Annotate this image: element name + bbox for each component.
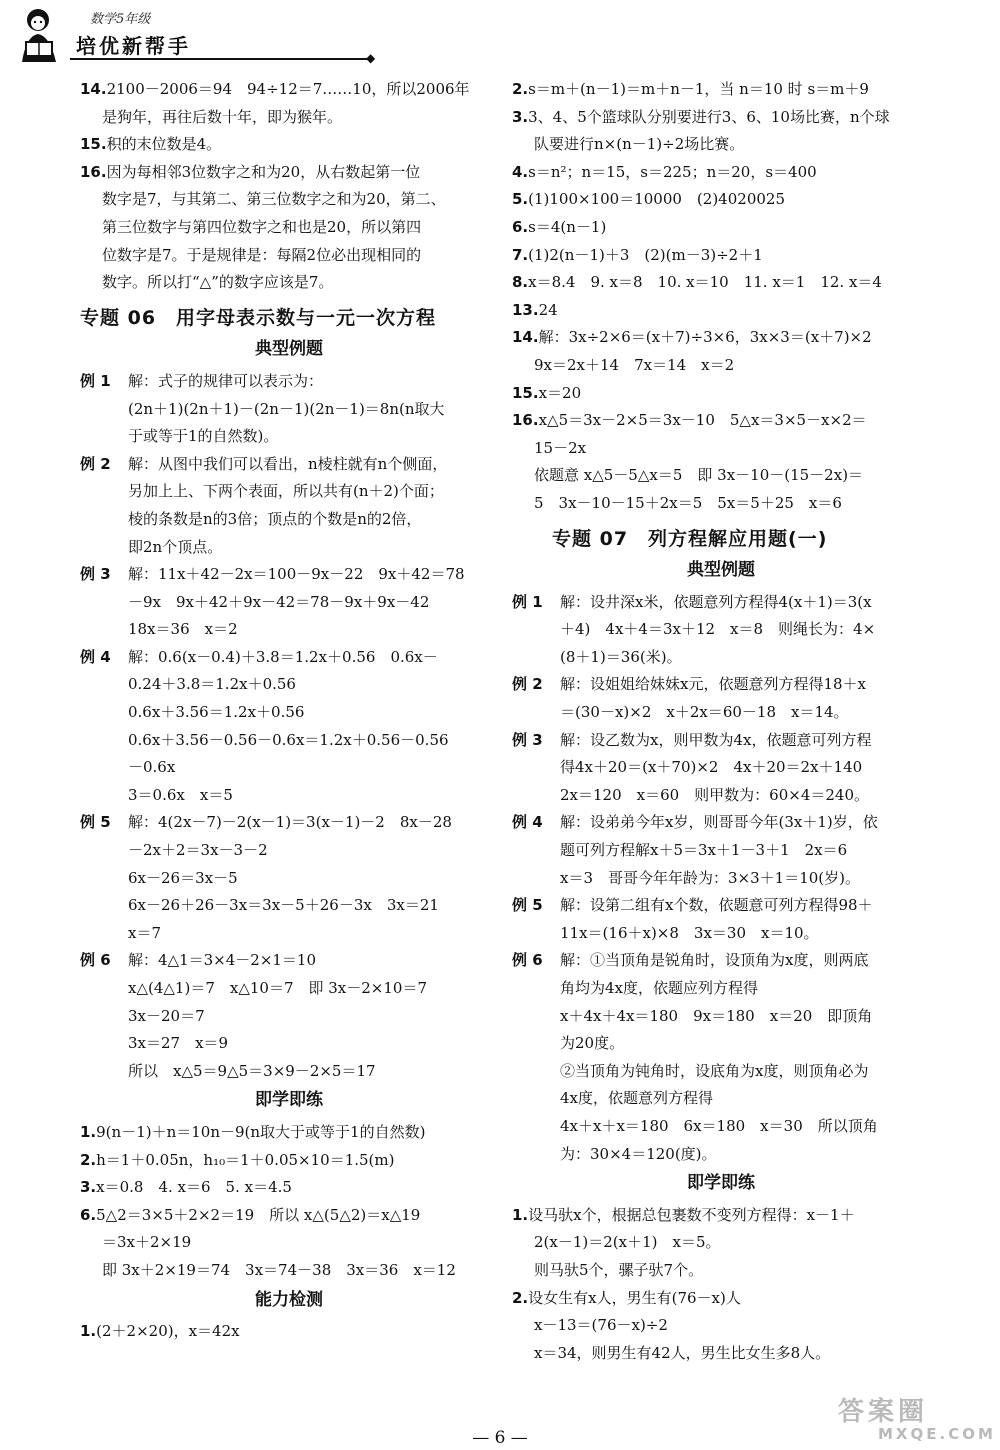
answer-item: [512, 159, 930, 187]
example-label: 例 3: [80, 565, 111, 584]
answer-item: [80, 159, 498, 297]
practice-item: [80, 1174, 498, 1202]
item-number: 7.: [512, 245, 529, 264]
item-number: 1.: [512, 1205, 529, 1224]
example-line: 0.6x＋3.56－0.56－0.6x＝1.2x＋0.56－0.56: [128, 730, 449, 749]
answer-line: 2(x－1)＝2(x＋1) x＝5。: [534, 1233, 721, 1252]
example-line: 解：4(2x－7)－2(x－1)＝3(x－1)－2 8x－28: [128, 813, 452, 832]
example-label: 例 4: [80, 647, 111, 666]
brand-title: 培优新帮手: [76, 34, 191, 58]
answer-item: [80, 76, 498, 131]
example-line: 18x＝36 x＝2: [128, 620, 238, 639]
example-label: 例 3: [512, 730, 543, 749]
student-reading-icon: [12, 6, 68, 64]
item-number: 6.: [80, 1205, 97, 1224]
example-line: 解：从图中我们可以看出，n棱柱就有n个侧面，: [128, 454, 448, 473]
answer-line: 15－2x: [534, 438, 587, 457]
item-number: 16.: [80, 162, 107, 181]
answer-line: 2.设女生有x人，男生有(76－x)人: [512, 1288, 741, 1307]
answer-line: 1.9(n－1)＋n＝10n－9(n取大于或等于1的自然数): [80, 1122, 426, 1141]
watermark-logo: 答案圈 MXQE.COM: [838, 1397, 996, 1443]
example-block: [512, 947, 930, 1168]
answer-line: 9x＝2x＋14 7x＝14 x＝2: [534, 355, 735, 374]
example-label: 例 1: [80, 371, 111, 390]
example-line: 为：30×4＝120(度)。: [560, 1144, 717, 1163]
answer-item: [512, 297, 930, 325]
example-label: 例 2: [512, 675, 543, 694]
item-number: 5.: [512, 190, 529, 209]
item-number: 4.: [512, 162, 529, 181]
answer-line: 15.积的末位数是4。: [80, 135, 222, 154]
example-line: x＝7: [128, 923, 162, 942]
example-label: 例 5: [80, 813, 111, 832]
answer-line: 8.x＝8.4 9. x＝8 10. x＝10 11. x＝1 12. x＝4: [512, 273, 882, 292]
answer-item: [512, 407, 930, 517]
item-number: 2.: [512, 1288, 529, 1307]
example-block: [80, 368, 498, 451]
example-line: 3x－20＝7: [128, 1006, 205, 1025]
page-header: [0, 0, 1000, 70]
section-examples-07: 典型例题: [687, 560, 755, 581]
example-block: [512, 671, 930, 726]
example-line: 4x度，依题意列方程得: [560, 1089, 714, 1108]
section-practice-06: 即学即练: [255, 1090, 323, 1111]
example-line: －9x 9x＋42＋9x－42＝78－9x＋9x－42: [128, 592, 430, 611]
answer-line: 即 3x＋2×19＝74 3x＝74－38 3x＝36 x＝12: [102, 1260, 456, 1279]
practice-item: [512, 1202, 930, 1285]
item-number: 1.: [80, 1122, 97, 1141]
example-line: 棱的条数是n的3倍；顶点的个数是n的2倍，: [128, 509, 422, 528]
answer-line: 4.s＝n²；n＝15，s＝225；n＝20，s＝400: [512, 162, 817, 181]
example-label: 例 2: [80, 454, 111, 473]
example-line: ②当顶角为钝角时，设底角为x度，则顶角必为: [560, 1061, 869, 1080]
answer-line: x＝34，则男生有42人，男生比女生多8人。: [534, 1343, 831, 1362]
example-line: 3＝0.6x x＝5: [128, 785, 233, 804]
item-number: 6.: [512, 217, 529, 236]
example-label: 例 6: [512, 951, 543, 970]
example-block: [80, 644, 498, 810]
answer-line: 数字。所以打“△”的数字应该是7。: [102, 273, 334, 292]
example-label: 例 4: [512, 813, 543, 832]
example-block: [80, 561, 498, 644]
example-line: x＝3 哥哥今年年龄为：3×3＋1＝10(岁)。: [560, 868, 860, 887]
example-line: 解：①当顶角是锐角时，设顶角为x度，则两底: [560, 951, 869, 970]
practice-item: [80, 1202, 498, 1285]
section-examples-06: 典型例题: [255, 339, 323, 360]
topic-06-title: 专题 06 用字母表示数与一元一次方程: [80, 306, 437, 329]
answer-line: 6.5△2＝3×5＋2×2＝19 所以 x△(5△2)＝x△19: [80, 1205, 421, 1224]
example-line: －0.6x: [128, 758, 176, 777]
example-block: [512, 892, 930, 947]
test-item: [80, 1318, 498, 1346]
answer-line: 2.s＝m＋(n－1)＝m＋n－1，当 n＝10 时 s＝m＋9: [512, 80, 869, 98]
item-number: 3.: [512, 107, 529, 126]
answer-line: 13.24: [512, 300, 558, 319]
example-line: x＋4x＋4x＝180 9x＝180 x＝20 即顶角: [560, 1006, 873, 1025]
example-line: 所以 x△5＝9△5＝3×9－2×5＝17: [128, 1061, 376, 1080]
item-number: 2.: [512, 80, 529, 98]
practice-item: [512, 1285, 930, 1368]
example-line: x△(4△1)＝7 x△10＝7 即 3x－2×10＝7: [128, 979, 428, 997]
example-line: 解：式子的规律可以表示为：: [128, 371, 324, 390]
example-block: [512, 809, 930, 892]
example-line: －2x＋2＝3x－3－2: [128, 841, 268, 860]
example-block: [80, 451, 498, 561]
answer-line: 是狗年，再往后数十年，即为猴年。: [102, 107, 343, 126]
answer-line: 3.x＝0.8 4. x＝6 5. x＝4.5: [80, 1178, 292, 1197]
example-line: 角均为4x度，依题应列方程得: [560, 979, 759, 997]
item-number: 3.: [80, 1178, 97, 1197]
answer-line: 7.(1)2(n－1)＋3 (2)(m－3)÷2＋1: [512, 245, 763, 264]
answer-item: [80, 131, 498, 159]
answer-line: 2.h＝1＋0.05n，h₁₀＝1＋0.05×10＝1.5(m): [80, 1150, 395, 1169]
example-line: ＋4) 4x＋4＝3x＋12 x＝8 则绳长为：4×: [560, 620, 876, 639]
grade-label: 数学5年级: [90, 12, 151, 27]
diamond-icon: ◆: [366, 51, 376, 65]
example-line: (2n＋1)(2n＋1)－(2n－1)(2n－1)＝8n(n取大: [128, 399, 445, 418]
example-line: 解：0.6(x－0.4)＋3.8＝1.2x＋0.56 0.6x－: [128, 647, 438, 666]
example-line: 另加上上、下两个表面，所以共有(n＋2)个面；: [128, 482, 444, 501]
answer-line: 5.(1)100×100＝10000 (2)4020025: [512, 190, 785, 209]
example-label: 例 6: [80, 951, 111, 970]
answer-line: 14.2100－2006＝94 94÷12＝7……10，所以2006年: [80, 80, 470, 98]
example-line: 解：设第二组有x个数，依题意可列方程得98＋: [560, 896, 873, 915]
section-practice-07: 即学即练: [687, 1173, 755, 1194]
example-line: 即2n个顶点。: [128, 537, 223, 556]
practice-item: [80, 1147, 498, 1175]
answer-line: ＝3x＋2×19: [102, 1233, 192, 1252]
answer-item: [512, 242, 930, 270]
answer-line: 位数字是7。于是规律是：每隔2位必出现相同的: [102, 245, 422, 264]
item-number: 14.: [80, 80, 107, 98]
example-block: [80, 809, 498, 947]
item-number: 2.: [80, 1150, 97, 1169]
example-line: 11x＝(16＋x)×8 3x＝30 x＝10。: [560, 923, 819, 942]
example-line: 得4x＋20＝(x＋70)×2 4x＋20＝2x＋140: [560, 758, 863, 777]
answer-item: [512, 186, 930, 214]
answer-line: 数字是7，与其第二、第三位数字之和为20，第二、: [102, 190, 446, 209]
example-block: [80, 947, 498, 1085]
item-number: 1.: [80, 1322, 97, 1341]
example-line: 解：11x＋42－2x＝100－9x－22 9x＋42＝78: [128, 565, 465, 584]
answer-line: 5 3x－10－15＋2x＝5 5x＝5＋25 x＝6: [534, 493, 842, 512]
example-line: 题可列方程解x＋5＝3x＋1－3＋1 2x＝6: [560, 841, 848, 860]
answer-line: 16.因为每相邻3位数字之和为20，从右数起第一位: [80, 162, 421, 181]
right-column: [512, 76, 930, 1367]
example-block: [512, 727, 930, 810]
item-number: 15.: [80, 135, 107, 154]
example-line: 0.24＋3.8＝1.2x＋0.56: [128, 675, 296, 694]
example-line: 4x＋x＋x＝180 6x＝180 x＝30 所以顶角: [560, 1116, 878, 1135]
answer-line: 3.3、4、5个篮球队分别要进行3、6、10场比赛，n个球: [512, 107, 890, 126]
example-line: 解：设井深x米，依题意列方程得4(x＋1)＝3(x: [560, 592, 872, 611]
answer-line: 依题意 x△5－5△x＝5 即 3x－10－(15－2x)＝: [534, 466, 864, 485]
answer-item: [512, 76, 930, 104]
item-number: 16.: [512, 411, 539, 430]
answer-item: [512, 269, 930, 297]
example-line: 6x－26＝3x－5: [128, 868, 238, 887]
topic-07-title: 专题 07 列方程解应用题(一): [552, 527, 828, 550]
item-number: 14.: [512, 328, 539, 347]
example-line: 解：4△1＝3×4－2×1＝10: [128, 951, 317, 970]
answer-item: [512, 214, 930, 242]
left-column: [80, 76, 498, 1346]
example-line: 3x＝27 x＝9: [128, 1034, 229, 1053]
item-number: 15.: [512, 383, 539, 402]
example-line: 解：设弟弟今年x岁，则哥哥今年(3x＋1)岁，依: [560, 813, 878, 832]
section-ability-test: 能力检测: [255, 1289, 323, 1310]
answer-line: 16.x△5＝3x－2×5＝3x－10 5△x＝3×5－x×2＝: [512, 411, 867, 430]
example-line: 0.6x＋3.56＝1.2x＋0.56: [128, 703, 305, 722]
example-block: [512, 589, 930, 672]
answer-line: x－13＝(76－x)÷2: [534, 1316, 668, 1335]
header-rule: [70, 58, 370, 60]
example-line: 解：设姐姐给妹妹x元，依题意列方程得18＋x: [560, 675, 867, 694]
answer-line: 1.设马驮x个，根据总包裹数不变列方程得：x－1＋: [512, 1205, 855, 1224]
example-line: 解：设乙数为x，则甲数为4x，依题意可列方程: [560, 730, 872, 749]
answer-line: 15.x＝20: [512, 383, 582, 402]
answer-item: [512, 324, 930, 379]
answer-item: [512, 380, 930, 408]
item-number: 8.: [512, 273, 529, 292]
answer-line: 6.s＝4(n－1): [512, 217, 607, 236]
item-number: 13.: [512, 300, 539, 319]
answer-line: 队要进行n×(n－1)÷2场比赛。: [534, 135, 745, 154]
example-line: 6x－26＋26－3x＝3x－5＋26－3x 3x＝21: [128, 896, 439, 915]
answer-line: 14.解：3x÷2×6＝(x＋7)÷3×6，3x×3＝(x＋7)×2: [512, 328, 872, 347]
answer-line: 第三位数字与第四位数字之和也是20，所以第四: [102, 217, 422, 236]
example-line: ＝(30－x)×2 x＋2x＝60－18 x＝14。: [560, 703, 849, 722]
answer-item: [512, 104, 930, 159]
example-label: 例 1: [512, 592, 543, 611]
example-label: 例 5: [512, 896, 543, 915]
example-line: 为20度。: [560, 1034, 625, 1053]
page-number: — 6 —: [472, 1428, 528, 1448]
example-line: (8＋1)＝36(米)。: [560, 647, 682, 666]
practice-item: [80, 1119, 498, 1147]
example-line: 2x＝120 x＝60 则甲数为：60×4＝240。: [560, 785, 870, 804]
answer-line: 1.(2＋2×20)，x＝42x: [80, 1322, 240, 1341]
answer-line: 则马驮5个，骡子驮7个。: [534, 1260, 704, 1279]
example-line: 于或等于1的自然数)。: [128, 427, 279, 446]
